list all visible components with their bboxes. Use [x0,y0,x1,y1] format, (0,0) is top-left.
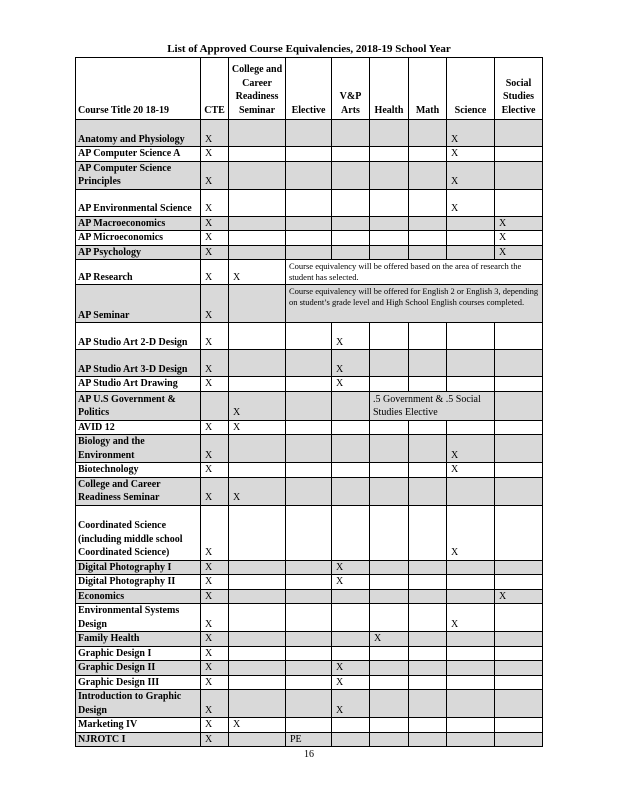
mark-cell: X [447,435,495,463]
mark-cell [332,463,370,478]
mark-cell [229,147,286,162]
mark-cell [370,245,409,260]
mark-cell [495,718,543,733]
table-row [76,718,543,733]
table-row [76,690,543,718]
mark-cell [229,216,286,231]
mark-cell [370,216,409,231]
mark-cell: X [495,231,543,246]
mark-cell [370,161,409,189]
mark-cell: X [332,377,370,392]
mark-cell [370,675,409,690]
header-social-studies: Social Studies Elective [495,58,543,120]
course-title-cell: AP Research [76,260,201,285]
mark-cell [286,646,332,661]
mark-cell: X [201,604,229,632]
mark-cell [495,690,543,718]
mark-cell: X [447,463,495,478]
mark-cell [409,646,447,661]
mark-cell [229,231,286,246]
mark-cell [409,575,447,590]
mark-cell [229,632,286,647]
mark-cell [447,661,495,676]
table-row [76,477,543,505]
mark-cell [409,161,447,189]
course-title-cell: Graphic Design I [76,646,201,661]
mark-cell [409,189,447,216]
course-title-cell: AP Psychology [76,245,201,260]
mark-cell: X [370,632,409,647]
mark-cell: X [447,147,495,162]
course-title-cell: NJROTC I [76,732,201,747]
mark-cell [370,732,409,747]
header-math: Math [409,58,447,120]
mark-cell [229,377,286,392]
mark-cell [332,718,370,733]
course-title-cell: AP Studio Art 2-D Design [76,323,201,350]
mark-cell [229,675,286,690]
mark-cell [409,661,447,676]
course-title-cell: AP Studio Art Drawing [76,377,201,392]
mark-cell [370,147,409,162]
mark-cell: X [201,575,229,590]
mark-cell: X [201,245,229,260]
mark-cell [286,604,332,632]
table-row [76,147,543,162]
mark-cell [286,420,332,435]
mark-cell: X [201,435,229,463]
mark-cell: X [201,690,229,718]
mark-cell [495,560,543,575]
table-row [76,732,543,747]
mark-cell [229,435,286,463]
mark-cell [409,245,447,260]
mark-cell [286,323,332,350]
mark-cell [447,675,495,690]
mark-cell [370,323,409,350]
course-title-cell: Family Health [76,632,201,647]
mark-cell [229,732,286,747]
mark-cell [332,435,370,463]
header-science: Science [447,58,495,120]
mark-cell [495,675,543,690]
document-title: List of Approved Course Equivalencies, 2018-19 School Year [167,43,451,55]
mark-cell [447,575,495,590]
mark-cell [495,604,543,632]
table-row [76,435,543,463]
mark-cell: X [201,420,229,435]
mark-cell [409,632,447,647]
mark-cell [332,147,370,162]
mark-cell [409,675,447,690]
mark-cell [409,560,447,575]
mark-cell [332,420,370,435]
mark-cell [229,350,286,377]
mark-cell [409,350,447,377]
mark-cell [370,350,409,377]
mark-cell: X [332,661,370,676]
mark-cell [409,732,447,747]
course-title-cell: AP U.S Government & Politics [76,391,201,420]
mark-cell [409,690,447,718]
mark-cell [229,505,286,560]
mark-cell: X [495,589,543,604]
mark-cell: X [332,560,370,575]
course-title-cell: AP Macroeconomics [76,216,201,231]
mark-cell [447,216,495,231]
mark-cell: X [332,690,370,718]
course-title-cell: AP Studio Art 3-D Design [76,350,201,377]
mark-cell [286,350,332,377]
mark-cell [370,690,409,718]
mark-cell: X [447,189,495,216]
mark-cell [409,718,447,733]
mark-cell [495,575,543,590]
mark-cell [370,560,409,575]
table-row [76,391,543,420]
mark-cell [409,604,447,632]
mark-cell [229,560,286,575]
mark-cell [332,189,370,216]
course-title-cell: Introduction to Graphic Design [76,690,201,718]
mark-cell [229,575,286,590]
table-row [76,646,543,661]
header-health: Health [370,58,409,120]
mark-cell: X [201,661,229,676]
mark-cell: X [201,718,229,733]
page-number: 16 [304,749,314,760]
course-title-cell: Biology and the Environment [76,435,201,463]
mark-cell [286,391,332,420]
course-title-cell: College and Career Readiness Seminar [76,477,201,505]
table-row [76,661,543,676]
mark-cell [409,420,447,435]
mark-cell [370,420,409,435]
mark-cell [286,690,332,718]
mark-cell: X [201,350,229,377]
header-row [76,58,543,120]
mark-cell: X [201,231,229,246]
course-title-cell: Biotechnology [76,463,201,478]
mark-cell [447,323,495,350]
table-row [76,420,543,435]
mark-cell [370,463,409,478]
mark-cell [332,477,370,505]
mark-cell [447,377,495,392]
table-row [76,231,543,246]
mark-cell [409,477,447,505]
mark-cell [370,646,409,661]
mark-cell [495,632,543,647]
mark-cell [370,435,409,463]
mark-cell [447,477,495,505]
header-course-title: Course Title 20 18-19 [76,58,201,120]
mark-cell: X [229,260,286,285]
mark-cell [229,285,286,323]
mark-cell: X [201,189,229,216]
mark-cell [447,690,495,718]
mark-cell: X [332,350,370,377]
mark-cell: X [201,477,229,505]
mark-cell [229,604,286,632]
mark-cell [201,391,229,420]
table-row [76,589,543,604]
mark-cell [286,245,332,260]
mark-cell [447,646,495,661]
mark-cell: X [447,120,495,147]
mark-cell [332,505,370,560]
mark-cell [229,589,286,604]
mark-cell: X [229,420,286,435]
mark-cell: X [495,216,543,231]
equivalency-table [75,57,543,747]
mark-cell [495,646,543,661]
course-title-cell: AP Environmental Science [76,189,201,216]
mark-cell [495,120,543,147]
mark-cell: X [201,147,229,162]
mark-cell: X [229,391,286,420]
course-title-cell: Anatomy and Physiology [76,120,201,147]
course-title-cell: Digital Photography I [76,560,201,575]
mark-cell [447,732,495,747]
table-row [76,560,543,575]
course-title-cell: AP Microeconomics [76,231,201,246]
mark-cell [370,120,409,147]
mark-cell [286,477,332,505]
mark-cell [495,161,543,189]
mark-cell: X [201,463,229,478]
mark-cell: X [495,245,543,260]
table-row [76,323,543,350]
mark-cell [409,323,447,350]
mark-cell [409,147,447,162]
mark-cell [286,560,332,575]
mark-cell [370,477,409,505]
mark-cell: X [447,161,495,189]
mark-cell: X [201,646,229,661]
mark-cell [409,120,447,147]
mark-cell [332,732,370,747]
mark-cell: X [201,323,229,350]
mark-cell: X [201,732,229,747]
mark-cell: X [201,632,229,647]
mark-cell: X [229,477,286,505]
mark-cell [447,589,495,604]
table-row [76,161,543,189]
mark-cell [332,245,370,260]
table-row [76,377,543,392]
mark-cell [495,350,543,377]
mark-cell: X [332,575,370,590]
mark-cell [332,604,370,632]
course-title-cell: Coordinated Science (including middle school Coordinated Science) [76,505,201,560]
course-title-cell: Graphic Design III [76,675,201,690]
mark-cell [286,589,332,604]
mark-cell [286,632,332,647]
table-row [76,575,543,590]
mark-cell [286,661,332,676]
table-row [76,245,543,260]
table-row [76,632,543,647]
mark-cell [286,505,332,560]
mark-cell: X [201,377,229,392]
mark-cell: X [447,604,495,632]
table-row [76,675,543,690]
mark-cell [409,216,447,231]
mark-cell [409,377,447,392]
mark-cell [229,120,286,147]
mark-cell: X [201,505,229,560]
mark-cell: X [332,323,370,350]
mark-cell: PE [286,732,332,747]
header-vp-arts: V&P Arts [332,58,370,120]
mark-cell [370,231,409,246]
mark-cell [495,420,543,435]
mark-cell: X [332,675,370,690]
mark-cell [495,189,543,216]
mark-cell [409,231,447,246]
mark-cell [495,732,543,747]
mark-cell [286,463,332,478]
mark-cell [332,391,370,420]
table-row [76,285,543,323]
mark-cell [286,435,332,463]
mark-cell [229,161,286,189]
course-title-cell: Environmental Systems Design [76,604,201,632]
mark-cell [370,661,409,676]
mark-cell [332,632,370,647]
mark-cell [370,505,409,560]
mark-cell [286,718,332,733]
mark-cell [286,216,332,231]
mark-cell [409,589,447,604]
mark-cell [370,377,409,392]
mark-cell [286,231,332,246]
mark-cell [370,718,409,733]
course-title-cell: AP Computer Science Principles [76,161,201,189]
mark-cell: X [447,505,495,560]
table-row [76,120,543,147]
mark-cell [495,463,543,478]
mark-cell [495,505,543,560]
course-title-cell: Marketing IV [76,718,201,733]
mark-cell [447,560,495,575]
mark-cell [332,231,370,246]
mark-cell [229,323,286,350]
table-row [76,505,543,560]
mark-cell [332,161,370,189]
mark-cell [495,661,543,676]
course-title-cell: AP Computer Science A [76,147,201,162]
mark-cell: X [201,560,229,575]
mark-cell: X [201,260,229,285]
mark-cell [409,435,447,463]
mark-cell [229,245,286,260]
table-row [76,604,543,632]
mark-cell: X [201,120,229,147]
mark-cell [447,420,495,435]
mark-cell [447,632,495,647]
mark-cell [495,477,543,505]
mark-cell [229,463,286,478]
course-title-cell: AP Seminar [76,285,201,323]
mark-cell [229,189,286,216]
mark-cell [447,231,495,246]
course-title-cell: Graphic Design II [76,661,201,676]
course-title-cell: Economics [76,589,201,604]
mark-cell [447,245,495,260]
note-cell: Course equivalency will be offered for English 2 or English 3, depending on student’s grade level and High School English courses completed. [286,285,543,323]
mark-cell: X [201,285,229,323]
table-row [76,350,543,377]
mark-cell [229,690,286,718]
mark-cell [370,575,409,590]
mark-cell [229,646,286,661]
mark-cell [332,120,370,147]
mark-cell [409,505,447,560]
mark-cell [370,589,409,604]
mark-cell [229,661,286,676]
note-cell: .5 Government & .5 Social Studies Elective [370,391,495,420]
header-elective: Elective [286,58,332,120]
mark-cell [495,147,543,162]
table-row [76,260,543,285]
mark-cell [495,377,543,392]
mark-cell [286,377,332,392]
mark-cell [286,161,332,189]
mark-cell [286,575,332,590]
mark-cell: X [201,216,229,231]
mark-cell [370,189,409,216]
mark-cell [447,350,495,377]
mark-cell [286,675,332,690]
mark-cell: X [229,718,286,733]
table-row [76,189,543,216]
mark-cell [332,589,370,604]
table-row [76,463,543,478]
mark-cell [495,435,543,463]
mark-cell [370,604,409,632]
empty-cell [495,391,543,420]
table-row [76,216,543,231]
mark-cell: X [201,675,229,690]
note-cell: Course equivalency will be offered based on the area of research the student has selected. [286,260,543,285]
mark-cell [409,463,447,478]
course-title-cell: Digital Photography II [76,575,201,590]
course-title-cell: AVID 12 [76,420,201,435]
mark-cell [286,147,332,162]
mark-cell [332,646,370,661]
mark-cell: X [201,589,229,604]
mark-cell: X [201,161,229,189]
mark-cell [447,718,495,733]
mark-cell [495,323,543,350]
mark-cell [286,120,332,147]
header-cte: CTE [201,58,229,120]
mark-cell [286,189,332,216]
mark-cell [332,216,370,231]
header-ccr-seminar: College and Career Readiness Seminar [229,58,286,120]
